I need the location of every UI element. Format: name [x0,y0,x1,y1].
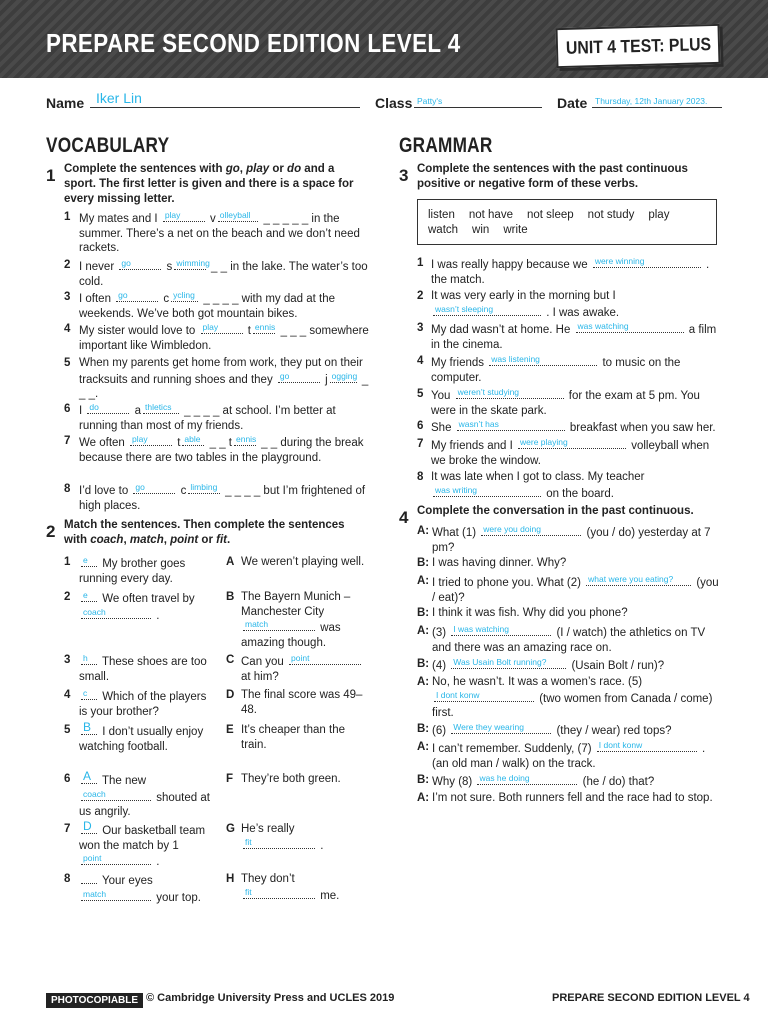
handwritten-answer: h [83,653,88,663]
answer-blank[interactable] [433,485,541,497]
answer-blank[interactable] [174,258,210,270]
speaker-label: B: [417,723,430,735]
item-number: 4 [64,323,71,335]
item-text: The final score was 49–48. [241,689,363,716]
handwritten-answer: what were you eating? [588,574,674,584]
item-text: We weren’t playing well. [241,556,365,568]
item-text: Can you point at him? [241,653,366,684]
class-field[interactable]: Patty's [417,96,443,106]
handwritten-answer: were you doing [483,524,541,534]
handwritten-answer: thletics [144,402,172,412]
handwritten-answer: weren’t studying [457,387,520,397]
handwritten-answer: was watching [577,321,629,331]
answer-blank[interactable] [163,210,205,222]
answer-blank[interactable] [116,290,158,302]
item-number: 1 [64,211,71,223]
item-text: My dad wasn’t at home. He was watching a film in the cinema. [431,321,717,351]
handwritten-answer: wasn’t has [458,419,499,429]
item-number: 1 [417,257,424,269]
item-text: When my parents get home from work, they put on their tracksuits and running shoes and they go j ogging _ _ _. [79,357,369,400]
item-number: 6 [417,420,424,432]
answer-blank[interactable] [81,872,97,884]
answer-blank[interactable] [477,773,577,785]
handwritten-answer: do [89,402,99,412]
answer-blank[interactable] [289,653,361,665]
item-text: D Our basketball team won the match by 1 point . [79,819,206,868]
question-3-number: 3 [399,166,409,185]
item-number: 8 [417,471,424,483]
item-text: A The new coach shouted at us angrily. [79,769,210,818]
item-number: 1 [64,556,71,568]
answer-blank[interactable] [188,482,220,494]
word-box-verb: win [472,224,490,236]
unit-badge-label: UNIT 4 TEST: PLUS [565,33,711,58]
question-2-instruction: Match the sentences. Then complete the sentences with coach, match, point or fit. [64,519,345,546]
date-field-line [592,107,722,108]
handwritten-answer: ycling [173,290,195,300]
name-label: Name [46,95,85,111]
item-number: 7 [417,438,424,450]
answer-blank[interactable] [81,688,97,700]
answer-blank[interactable] [81,853,151,865]
handwritten-answer: play [202,322,219,332]
word-box-verb: not sleep [526,209,574,221]
speaker-label: B: [417,774,430,786]
handwritten-answer: was he doing [479,773,530,783]
answer-blank[interactable] [481,524,581,536]
item-number: 8 [64,873,71,885]
answer-blank[interactable] [243,887,315,899]
answer-blank[interactable] [243,619,315,631]
line-text: (3) I was watching (I / watch) the athletics on TV and there was an amazing race on. [432,624,706,654]
handwritten-answer: olleyball [219,210,251,220]
answer-blank[interactable] [451,624,551,636]
line-text: Why (8) was he doing (he / do) that? [432,773,655,788]
item-letter: E [226,724,234,736]
line-text: No, he wasn’t. It was a women’s race. (5) I dont konw (two women from Canada / come) first. [432,676,713,719]
word-box-verb: listen [428,209,455,221]
answer-blank[interactable] [518,437,626,449]
handwritten-answer: I dont konw [598,740,643,750]
handwritten-answer: point [83,853,102,863]
handwritten-answer: fit [245,836,252,847]
question-4-number: 4 [399,508,409,527]
answer-blank[interactable] [451,722,551,734]
handwritten-answer: go [121,258,131,268]
name-field-line [90,107,360,108]
item-text: Your eyes match your top. [79,872,214,905]
name-field[interactable]: Iker Lin [96,90,142,106]
word-box-verb: not study [587,209,635,221]
item-text: She wasn’t has breakfast when you saw her. [431,419,716,434]
handwritten-answer: B [83,720,92,734]
item-text: It was late when I got to class. My teacher was writing on the board. [431,471,645,500]
question-2-number: 2 [46,522,56,541]
answer-blank[interactable] [81,819,97,834]
item-text: We often play t able _ _ t ennis _ _ during the break because there are two tables in the playground. [79,434,364,464]
item-text: They don’t fit me. [241,873,340,902]
item-text: c Which of the players is your brother? [79,688,207,718]
answer-blank[interactable] [243,837,315,849]
line-text: I can’t remember. Suddenly, (7) I dont konw . (an old man / walk) on the track. [432,740,706,770]
handwritten-answer: coach [83,788,106,799]
handwritten-answer: go [135,482,145,492]
handwritten-answer: c [83,688,88,698]
answer-blank[interactable] [81,555,97,567]
handwritten-answer: fit [245,886,252,897]
speaker-label: B: [417,557,430,569]
word-box-verb: play [648,209,670,221]
item-text: I’d love to go c limbing _ _ _ _ but I’m frightened of high places. [79,482,366,512]
unit-badge [556,24,721,68]
answer-blank[interactable] [143,402,179,414]
answer-blank[interactable] [253,322,276,334]
item-letter: B [226,591,235,603]
handwritten-answer: ennis [235,434,257,444]
speaker-label: B: [417,658,430,670]
item-text: They’re both green. [241,773,341,785]
line-text: I’m not sure. Both runners fell and the race had to stop. [432,792,713,804]
handwritten-answer: D [83,819,92,833]
answer-blank[interactable] [330,371,357,383]
answer-blank[interactable] [457,419,565,431]
handwritten-answer: was listening [491,354,540,364]
item-text: B I don’t usually enjoy watching football. [79,720,204,753]
answer-blank[interactable] [81,720,97,735]
date-field[interactable]: Thursday, 12th January 2023. [595,96,708,106]
handwritten-answer: I dont konw [436,689,480,700]
handwritten-answer: play [132,434,148,444]
item-letter: D [226,689,235,701]
word-box-verb: watch [428,224,459,236]
handwritten-answer: coach [83,606,106,617]
answer-blank[interactable] [87,402,129,414]
item-letter: H [226,873,235,885]
answer-blank[interactable] [597,740,697,752]
answer-blank[interactable] [171,290,198,302]
handwritten-answer: go [118,290,128,300]
item-number: 6 [64,403,71,415]
answer-blank[interactable] [182,434,204,446]
item-number: 2 [417,290,424,302]
handwritten-answer: wimming [176,258,210,268]
answer-blank[interactable] [81,607,151,619]
item-text: My mates and I play v olleyball _ _ _ _ _ in the summer. There’s a net on the beach and we don’t need rackets. [79,210,360,254]
item-text: My sister would love to play t ennis _ _ _ somewhere important like Wimbledon. [79,322,369,352]
date-label: Date [557,95,588,111]
item-number: 6 [64,773,71,785]
speaker-label: A: [417,741,430,753]
item-number: 5 [64,724,71,736]
item-text: He’s really fit . [241,823,324,852]
handwritten-answer: point [291,653,310,663]
handwritten-answer: Were they wearing [453,722,524,732]
handwritten-answer: was writing [435,484,478,495]
handwritten-answer: limbing [190,482,218,492]
question-4-instruction: Complete the conversation in the past continuous. [417,505,694,517]
page-title: PREPARE SECOND EDITION LEVEL 4 [46,28,461,58]
speaker-label: B: [417,607,430,619]
answer-blank[interactable] [201,322,243,334]
speaker-label: A: [417,575,430,587]
handwritten-answer: Was Usain Bolt running? [453,657,547,667]
answer-blank[interactable] [456,387,564,399]
answer-blank[interactable] [81,769,97,784]
vocabulary-title: VOCABULARY [46,134,170,157]
item-letter: A [226,556,235,568]
item-number: 7 [64,823,71,835]
copyright-text: © Cambridge University Press and UCLES 2019 [146,992,395,1004]
answer-blank[interactable] [586,574,691,586]
item-number: 2 [64,259,71,271]
handwritten-answer: play [164,210,181,220]
handwritten-answer: e [83,555,88,565]
item-text: It was very early in the morning but I wasn’t sleeping . I was awake. [431,290,620,319]
question-1-number: 1 [46,166,56,185]
handwritten-answer: I was watching [453,624,509,634]
item-number: 5 [417,388,424,400]
item-text: I never go s wimming _ _ in the lake. The water’s too cold. [79,258,368,288]
line-text: I think it was fish. Why did you phone? [432,607,628,619]
answer-blank[interactable] [133,482,175,494]
item-number: 3 [64,654,71,666]
word-box-verb: write [503,224,528,236]
item-number: 2 [64,591,71,603]
grammar-title: GRAMMAR [399,134,493,157]
handwritten-answer: e [83,590,88,600]
answer-blank[interactable] [81,590,97,602]
item-number: 4 [417,355,424,367]
item-text: I was really happy because we were winning . the match. [431,256,710,286]
item-text: You weren’t studying for the exam at 5 pm. You were in the skate park. [431,387,700,417]
answer-blank[interactable] [81,789,151,801]
item-number: 7 [64,435,71,447]
handwritten-answer: wasn’t sleeping [435,303,494,314]
line-text: I tried to phone you. What (2) what were you eating? (you / eat)? [432,574,719,604]
answer-blank[interactable] [593,256,701,268]
handwritten-answer: match [83,888,107,899]
item-text: e My brother goes running every day. [79,555,186,585]
item-text: h These shoes are too small. [79,653,207,683]
footer-level-text: PREPARE SECOND EDITION LEVEL 4 [552,992,750,1004]
answer-blank[interactable] [433,304,541,316]
handwritten-answer: were playing [520,437,568,447]
answer-blank[interactable] [434,690,534,702]
handwritten-answer: A [83,769,92,783]
answer-blank[interactable] [130,434,172,446]
line-text: I was having dinner. Why? [432,557,567,569]
speaker-label: A: [417,525,430,537]
handwritten-answer: were winning [594,256,645,266]
answer-blank[interactable] [576,321,684,333]
answer-blank[interactable] [81,889,151,901]
question-1-instruction: Complete the sentences with go, play or do and a sport. The first letter is given and there is a space for every missing letter. [64,163,354,205]
answer-blank[interactable] [218,210,259,222]
item-number: 8 [64,483,71,495]
answer-blank[interactable] [489,354,597,366]
handwritten-answer: go [279,370,290,381]
photocopiable-badge: PHOTOCOPIABLE [46,993,143,1008]
handwritten-answer: match [245,619,269,629]
item-text: It’s cheaper than the train. [241,724,345,751]
handwritten-answer: ogging [331,370,358,381]
item-text: I do a thletics _ _ _ _ at school. I’m better at running than most of my friends. [79,402,336,432]
word-box-verb: not have [468,209,513,221]
item-number: 3 [64,291,71,303]
item-text: The Bayern Munich – Manchester City match was amazing though. [241,591,351,649]
item-letter: G [226,823,235,835]
class-field-line [414,107,542,108]
item-letter: C [226,654,235,666]
answer-blank[interactable] [119,258,161,270]
item-number: 4 [64,689,71,701]
item-letter: F [226,773,234,785]
item-text: My friends was listening to music on the computer. [431,354,681,384]
answer-blank[interactable] [278,371,320,383]
speaker-label: A: [417,676,430,688]
item-number: 5 [64,357,71,369]
line-text: (4) Was Usain Bolt running? (Usain Bolt / run)? [432,657,665,672]
speaker-label: A: [417,792,430,804]
line-text: (6) Were they wearing (they / wear) red tops? [432,722,672,737]
speaker-label: A: [417,625,430,637]
handwritten-answer: able [184,434,201,444]
item-text: I often go c ycling _ _ _ _ with my dad at the weekends. We’ve both got mountain bikes. [79,290,336,320]
answer-blank[interactable] [81,653,97,665]
handwritten-answer: ennis [254,322,276,332]
line-text: What (1) were you doing (you / do) yesterday at 7 pm? [432,524,711,554]
answer-blank[interactable] [451,657,566,669]
word-box [417,199,717,245]
item-text: My friends and I were playing volleyball when we broke the window. [431,437,710,467]
item-number: 3 [417,322,424,334]
class-label: Class [375,95,413,111]
item-text: e We often travel by coach . [83,590,195,622]
answer-blank[interactable] [234,434,256,446]
question-3-instruction: Complete the sentences with the past continuous positive or negative form of these verbs. [417,163,688,190]
